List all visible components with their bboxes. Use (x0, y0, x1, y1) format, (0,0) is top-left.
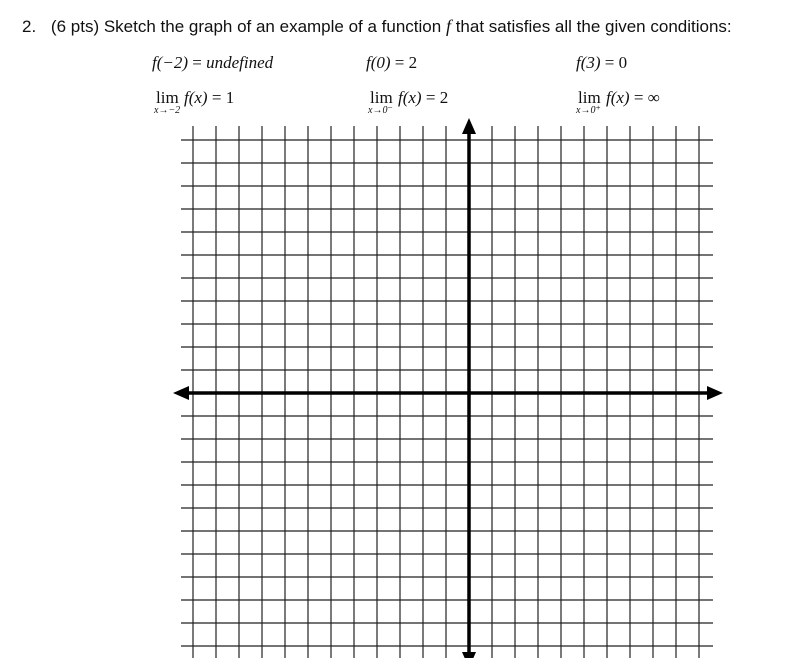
lim-value: 2 (439, 88, 449, 107)
condition-eq: = (390, 53, 409, 72)
condition-rhs: 2 (408, 53, 418, 72)
lim-word: lim (578, 88, 601, 107)
function-name: f (445, 16, 451, 36)
condition-lhs: f(3) (576, 53, 601, 72)
condition-eq: = (188, 53, 207, 72)
x-axis-right-arrow-icon (707, 386, 723, 400)
lim-approach: x→0⁻ (368, 105, 393, 116)
lim-eq: = (629, 88, 648, 107)
lim-value: ∞ (647, 88, 660, 107)
condition-rhs: 0 (618, 53, 628, 72)
question-number: 2. (22, 17, 37, 36)
y-axis-up-arrow-icon (462, 118, 476, 134)
question-text-after: that satisfies all the given conditions: (455, 17, 732, 36)
lim-eq: = (207, 88, 226, 107)
lim-function: f(x) (606, 88, 630, 107)
condition-rhs: undefined (206, 53, 274, 72)
condition-lhs: f(−2) (152, 53, 189, 72)
lim-eq: = (421, 88, 440, 107)
lim-function: f(x) (398, 88, 422, 107)
x-axis-left-arrow-icon (173, 386, 189, 400)
lim-word: lim (370, 88, 393, 107)
question-text-before: (6 pts) Sketch the graph of an example of a function (50, 17, 442, 36)
lim-approach: x→−2 (154, 105, 181, 116)
y-axis-down-arrow-icon (462, 652, 476, 658)
lim-function: f(x) (184, 88, 208, 107)
lim-word: lim (156, 88, 179, 107)
lim-approach: x→0⁺ (576, 105, 601, 116)
condition-eq: = (600, 53, 619, 72)
condition-lhs: f(0) (366, 53, 391, 72)
lim-value: 1 (225, 88, 235, 107)
